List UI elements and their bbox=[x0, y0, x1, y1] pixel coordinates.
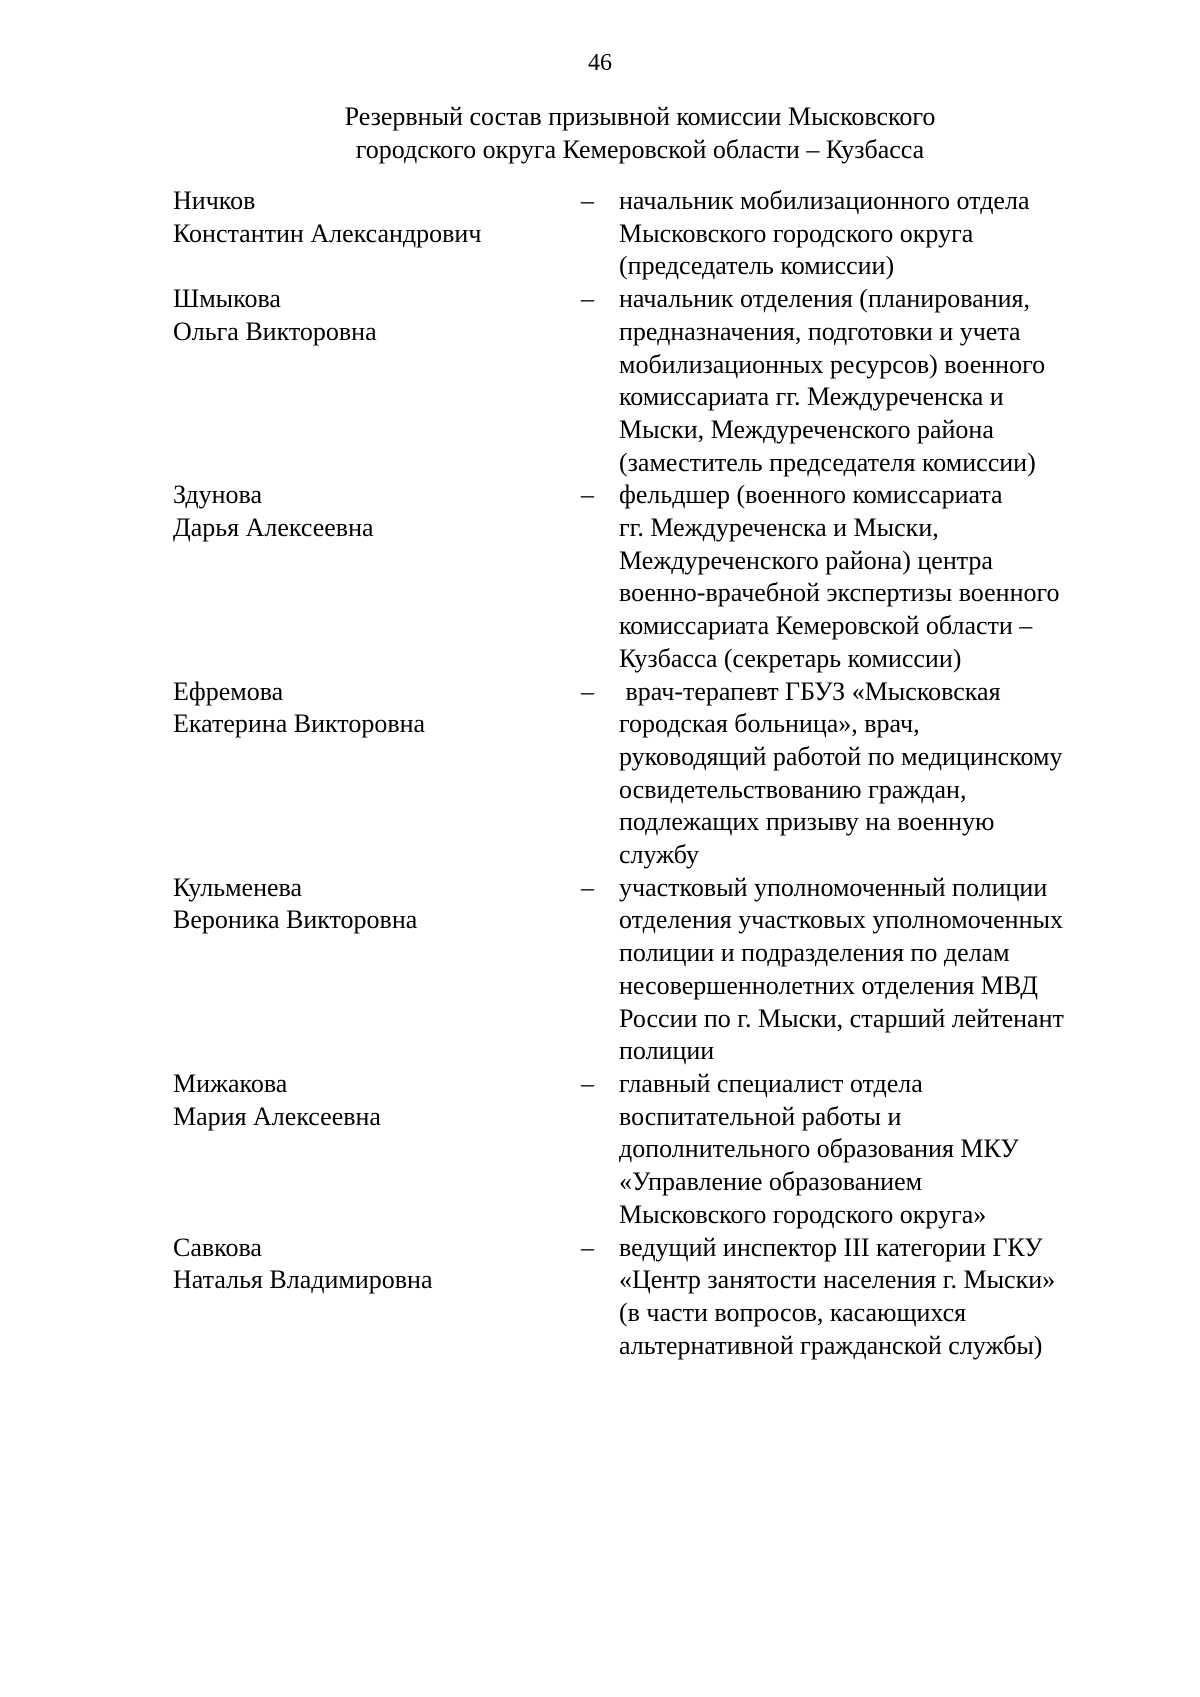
member-row bbox=[173, 479, 1133, 675]
member-dash: – bbox=[581, 480, 594, 510]
member-given-names: Дарья Алексеевна bbox=[173, 513, 374, 543]
member-role-line: России по г. Мыски, старший лейтенант bbox=[619, 1003, 1064, 1033]
member-row bbox=[173, 1232, 1133, 1363]
document-title bbox=[250, 100, 1030, 166]
member-role bbox=[619, 872, 1114, 1068]
member-given-names: Екатерина Викторовна bbox=[173, 709, 426, 739]
member-surname: Савкова bbox=[173, 1232, 262, 1262]
member-role-line: Мысковского городского округа» bbox=[619, 1199, 987, 1229]
member-role-line: фельдшер (военного комиссариата bbox=[619, 480, 1003, 510]
member-role-line: отделения участковых уполномоченных bbox=[619, 905, 1063, 935]
title-line-2: городского округа Кемеровской области – Кузбасса bbox=[355, 135, 925, 164]
member-name bbox=[173, 872, 581, 1068]
member-dash: – bbox=[581, 186, 594, 215]
member-given-names: Константин Александрович bbox=[173, 218, 482, 248]
member-given-names: Наталья Владимировна bbox=[173, 1265, 433, 1295]
member-role-line: ведущий инспектор III категории ГКУ bbox=[619, 1232, 1043, 1262]
member-row bbox=[173, 676, 1133, 872]
member-role-line: городская больница», врач, bbox=[619, 709, 920, 739]
member-row bbox=[173, 872, 1133, 1068]
member-role-line: подлежащих призыву на военную bbox=[619, 807, 995, 837]
member-role-line: врач-терапевт ГБУЗ «Мысковская bbox=[619, 676, 1001, 706]
member-role-line: «Центр занятости населения г. Мыски» bbox=[619, 1265, 1056, 1295]
member-role-line: службу bbox=[619, 840, 700, 870]
member-role-line: (председатель комиссии) bbox=[619, 251, 895, 281]
member-dash: – bbox=[581, 284, 594, 314]
member-given-names: Вероника Викторовна bbox=[173, 905, 418, 935]
member-role-line: полиции bbox=[619, 1036, 715, 1066]
member-row bbox=[173, 185, 1133, 283]
member-surname: Здунова bbox=[173, 480, 262, 510]
title-line-1: Резервный состав призывной комиссии Мысковского bbox=[344, 102, 936, 131]
member-role-line: освидетельствованию граждан, bbox=[619, 774, 967, 804]
member-role bbox=[619, 1232, 1114, 1363]
member-role bbox=[619, 185, 1114, 283]
member-role-line: предназначения, подготовки и учета bbox=[619, 316, 1021, 346]
member-role-line: (в части вопросов, касающихся bbox=[619, 1297, 967, 1327]
member-role-line: несовершеннолетних отделения МВД bbox=[619, 970, 1039, 1000]
member-role-line: дополнительного образования МКУ bbox=[619, 1134, 1019, 1164]
member-surname: Ефремова bbox=[173, 676, 284, 706]
member-dash: – bbox=[581, 676, 594, 706]
member-role-line: мобилизационных ресурсов) военного bbox=[619, 349, 1046, 379]
member-role-line: участковый уполномоченный полиции bbox=[619, 872, 1048, 902]
member-role-line: начальник мобилизационного отдела bbox=[619, 186, 1030, 215]
member-role-line: (заместитель председателя комиссии) bbox=[619, 447, 1036, 477]
member-name bbox=[173, 185, 581, 283]
member-surname: Ничков bbox=[173, 186, 256, 215]
member-role-line: военно-врачебной экспертизы военного bbox=[619, 578, 1060, 608]
member-role bbox=[619, 676, 1114, 872]
member-role bbox=[619, 479, 1114, 675]
member-role-line: альтернативной гражданской службы) bbox=[619, 1330, 1043, 1360]
member-row bbox=[173, 283, 1133, 479]
member-role bbox=[619, 283, 1114, 479]
member-row bbox=[173, 1068, 1133, 1232]
member-given-names: Ольга Викторовна bbox=[173, 316, 377, 346]
member-name bbox=[173, 1068, 581, 1232]
member-role-line: воспитательной работы и bbox=[619, 1101, 902, 1131]
member-given-names: Мария Алексеевна bbox=[173, 1101, 381, 1131]
member-role-line: Междуреченского района) центра bbox=[619, 545, 993, 575]
member-surname: Шмыкова bbox=[173, 284, 281, 314]
member-role-line: гг. Междуреченска и Мыски, bbox=[619, 513, 939, 543]
member-role-line: комиссариата Кемеровской области – bbox=[619, 611, 1033, 641]
member-name bbox=[173, 479, 581, 675]
member-role-line: начальник отделения (планирования, bbox=[619, 284, 1030, 314]
member-role-line: комиссариата гг. Междуреченска и bbox=[619, 382, 1004, 412]
member-name bbox=[173, 1232, 581, 1363]
member-role-line: «Управление образованием bbox=[619, 1167, 923, 1197]
member-surname: Кульменева bbox=[173, 872, 302, 902]
member-role-line: полиции и подразделения по делам bbox=[619, 938, 1010, 968]
member-surname: Мижакова bbox=[173, 1068, 288, 1098]
member-role-line: Мыски, Междуреченского района bbox=[619, 414, 994, 444]
member-name bbox=[173, 283, 581, 479]
member-role-line: Кузбасса (секретарь комиссии) bbox=[619, 643, 962, 673]
member-name bbox=[173, 676, 581, 872]
member-role-line: Мысковского городского округа bbox=[619, 218, 974, 248]
member-role bbox=[619, 1068, 1114, 1232]
member-role-line: руководящий работой по медицинскому bbox=[619, 741, 1063, 771]
page-number: 46 bbox=[588, 50, 612, 76]
member-dash: – bbox=[581, 1068, 594, 1098]
member-role-line: главный специалист отдела bbox=[619, 1068, 923, 1098]
member-list bbox=[173, 185, 1133, 1362]
member-dash: – bbox=[581, 1232, 594, 1262]
member-dash: – bbox=[581, 872, 594, 902]
